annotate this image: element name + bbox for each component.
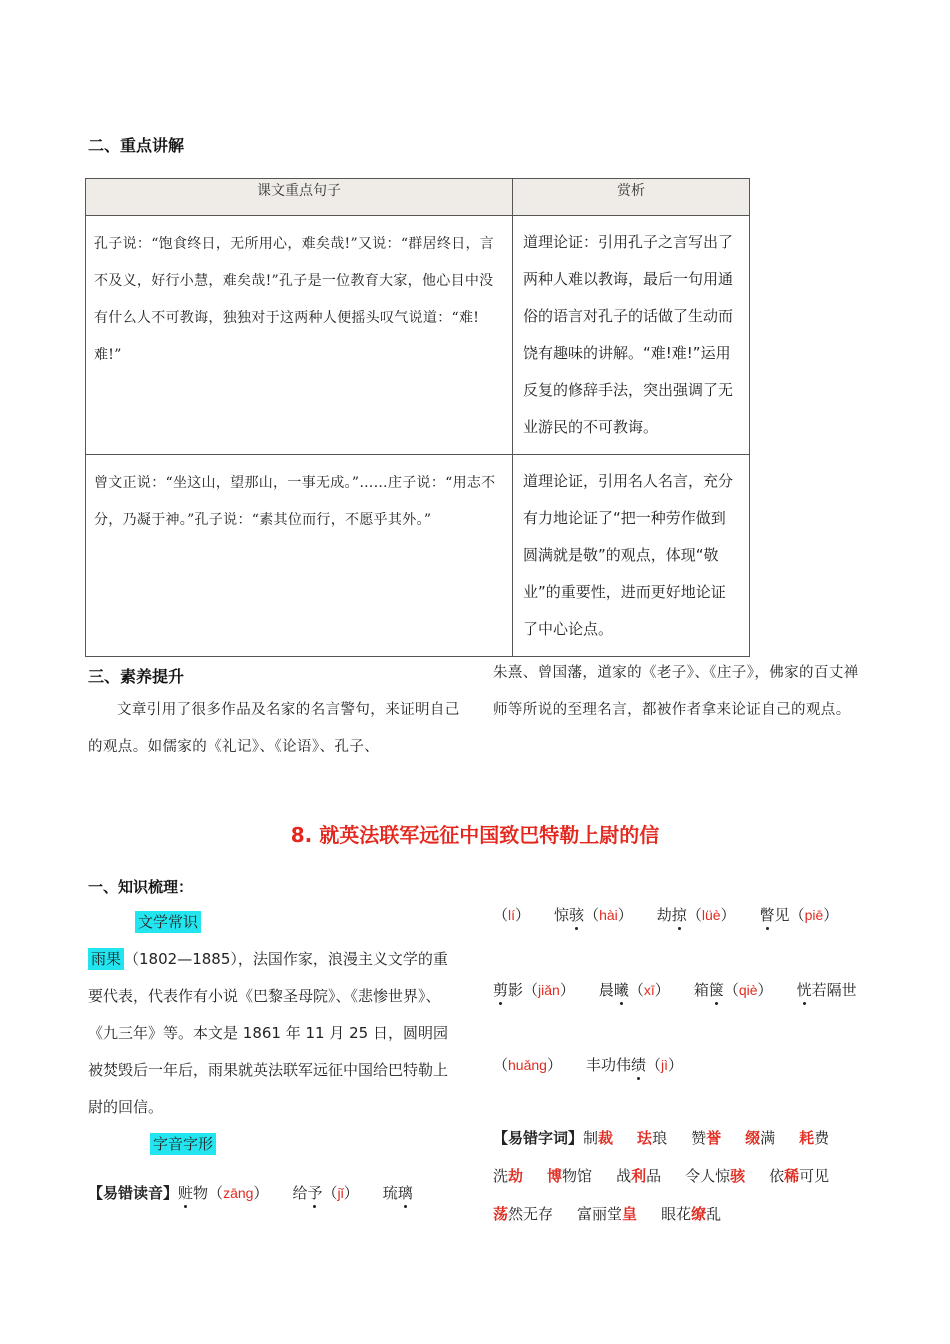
word-item: 博物馆 <box>547 1167 593 1185</box>
pron-item: 瞥见（piē） <box>759 906 839 924</box>
word-item: 眼花缭乱 <box>661 1205 722 1223</box>
word-item: 依稀可见 <box>769 1167 830 1185</box>
table-row <box>86 455 750 657</box>
word-item: 荡然无存 <box>493 1205 554 1223</box>
word-block <box>493 1119 868 1233</box>
key-sentences-table <box>85 178 750 657</box>
pron-item: 给予（jǐ） <box>292 1184 359 1202</box>
author-text: （1802—1885），法国作家，浪漫主义文学的重要代表，代表作有小说《巴黎圣母院》、《悲惨世界》、《九三年》等。本文是 1861 年 11 月 25 日，圆明园被焚毁后一年后，雨果就英法联军远征中国给巴特勒上尉的回信。 <box>88 950 449 1116</box>
table-cell-analysis: 道理论证：引用孔子之言写出了两种人难以教诲，最后一句用通俗的语言对孔子的话做了生动而饶有趣味的讲解。“难!难!”运用反复的修辞手法，突出强调了无业游民的不可教诲。 <box>513 216 750 455</box>
lesson-title: 8. 就英法联军远征中国致巴特勒上尉的信 <box>290 823 660 847</box>
literacy-text-right: 朱熹、曾国藩，道家的《老子》、《庄子》，佛家的百丈禅师等所说的至理名言，都被作者拿来论证自己的观点。 <box>493 665 859 718</box>
section-heading-literacy: 三、素养提升 <box>88 667 185 686</box>
pron-item-rest: （lí） <box>493 906 531 924</box>
word-item: 制裁 <box>583 1129 614 1147</box>
pron-item: 赃物（zāng） <box>178 1184 269 1202</box>
word-item: 赞誉 <box>691 1129 722 1147</box>
pron-item: 惊骇（hài） <box>554 906 633 924</box>
table-header-sentence: 课文重点句子 <box>86 179 513 216</box>
word-item: 耗费 <box>799 1129 830 1147</box>
literature-label-text: 文学常识 <box>135 911 201 933</box>
pron-item: 丰功伟绩（jì） <box>585 1056 684 1074</box>
char-label-text: 字音字形 <box>150 1133 216 1155</box>
pron-item-part: 琉璃 <box>382 1184 413 1202</box>
pronunciation-label: 【易错读音】 <box>88 1184 179 1202</box>
table-cell-sentence: 曾文正说：“坐这山，望那山，一事无成。”……庄子说：“用志不分，乃凝于神。”孔子说：“素其位而行，不愿乎其外。” <box>86 455 513 657</box>
pronunciation-block-right <box>493 878 865 1103</box>
knowledge-heading: 一、知识梳理： <box>88 878 194 896</box>
author-paragraph <box>88 941 460 1126</box>
table-header-analysis: 赏析 <box>513 179 750 216</box>
word-item: 珐琅 <box>637 1129 668 1147</box>
word-item: 洗劫 <box>493 1167 524 1185</box>
literacy-text-left: 文章引用了很多作品及名家的名言警句，来证明自己的观点。如儒家的《礼记》、《论语》、孔子、 <box>88 702 460 755</box>
pronunciation-line-left <box>88 1175 463 1212</box>
pron-item: 劫掠（lüè） <box>656 906 736 924</box>
pron-item: 晨曦（xī） <box>598 981 670 999</box>
pron-item: 恍若隔世（huǎng） <box>493 981 857 1074</box>
word-item: 富丽堂皇 <box>577 1205 638 1223</box>
pron-item: 剪影（jiǎn） <box>493 981 575 999</box>
author-name: 雨果 <box>88 948 124 970</box>
table-cell-analysis: 道理论证，引用名人名言，充分有力地论证了“把一种劳作做到圆满就是敬”的观点，体现“敬业”的重要性，进而更好地论证了中心论点。 <box>513 455 750 657</box>
word-item: 缀满 <box>745 1129 776 1147</box>
table-row <box>86 216 750 455</box>
section-heading-key-points: 二、重点讲解 <box>88 136 185 155</box>
char-label <box>150 1126 216 1163</box>
word-label: 【易错字词】 <box>493 1129 584 1147</box>
pron-item: 箱箧（qiè） <box>693 981 773 999</box>
table-cell-sentence: 孔子说：“饱食终日，无所用心，难矣哉!”又说：“群居终日，言不及义，好行小慧，难矣哉!”孔子是一位教育大家，他心目中没有什么人不可教诲，独独对于这两种人便摇头叹气说道：“难!难!” <box>86 216 513 455</box>
word-item: 战利品 <box>616 1167 662 1185</box>
literature-label <box>135 904 201 941</box>
word-item: 令人惊骇 <box>685 1167 746 1185</box>
